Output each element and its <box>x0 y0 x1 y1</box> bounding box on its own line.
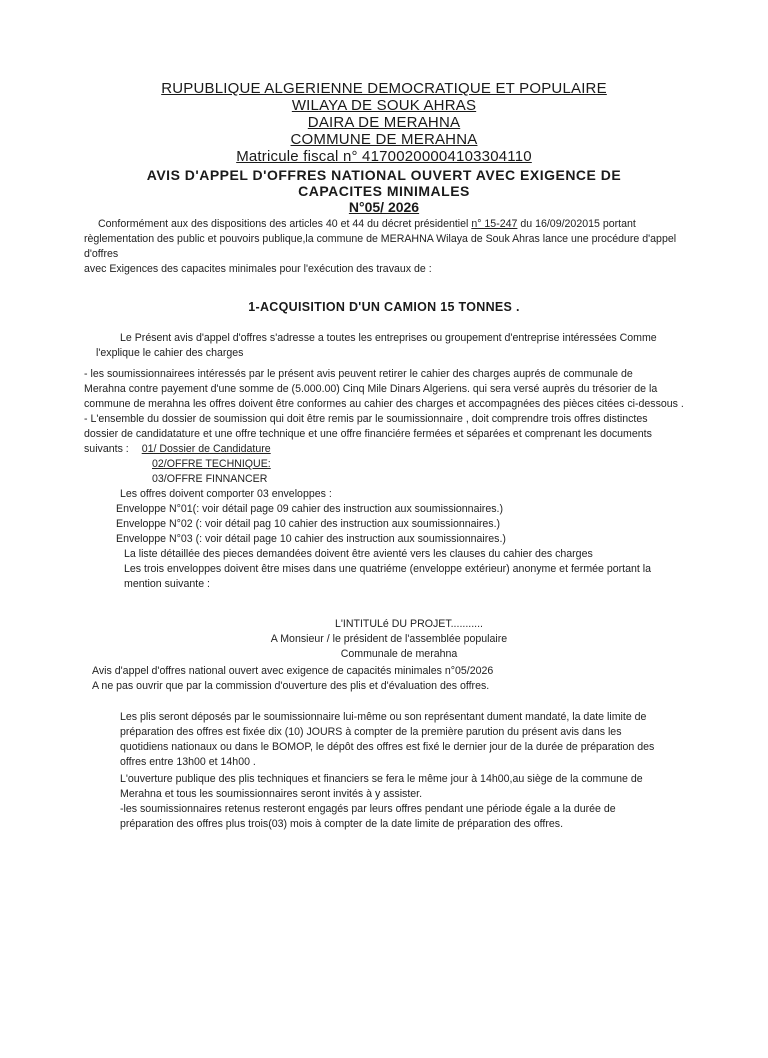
deposit-line-1: Les plis seront déposés par le soumissionnaire lui-même ou son représentant dument mandaté, la date limite de <box>120 711 647 723</box>
intro-lines <box>84 232 704 277</box>
header-commune: COMMUNE DE MERAHNA <box>290 131 478 148</box>
envelope-2: Enveloppe N°02 (: voir détail pag 10 cahier des instruction aux soumissionnaires.) <box>116 518 501 530</box>
intro-line-2: règlementation des public et pouvoirs publique,la commune de MERAHNA Wilaya de Souk Ahras lance une procédure d'appel d'offres <box>84 233 677 260</box>
intro-line-3: avec Exigences des capacites minimales pour l'exécution des travaux de : <box>84 263 432 275</box>
envelope-label <box>0 617 768 662</box>
envelope-1: Enveloppe N°01(: voir détail page 09 cahier des instruction aux soumissionnaires.) <box>116 503 503 515</box>
header-daira: DAIRA DE MERAHNA <box>307 114 461 131</box>
p3-line-2: dossier de candidatature et une offre technique et une offre financiére fermées et séparées et comprenant les documents <box>84 428 652 440</box>
documents-list-note: La liste détaillée des pieces demandées doivent être avienté vers les clauses du cahier des charges <box>124 548 593 560</box>
no-open-mention: A ne pas ouvrir que par la commission d'ouverture des plis et d'évaluation des offres. <box>92 680 490 692</box>
p2-line-2: Merahna contre payement d'une somme de (5.000.00) Cinq Mile Dinars Algeriens. qui sera versé auprès du trésorier de la <box>84 383 658 395</box>
intro-line-1c: du 16/09/202015 portant <box>517 218 636 230</box>
deposit-line-2: préparation des offres est fixée dix (10) JOURS à compter de la première parution du présent avis dans les <box>120 726 622 738</box>
notice-number: N°05/ 2026 <box>348 199 420 215</box>
p3-line-3 <box>84 442 704 457</box>
p2-line-3: commune de merahna les offres doivent être conformes au cahier des charges et accompagnées des pièces citées ci-dessous . <box>84 398 684 410</box>
p1-line-2: l'explique le cahier des charges <box>96 347 244 359</box>
p3-line-1: - L'ensemble du dossier de soumission qui doit être remis par le soumissionnaire , doit comprendre trois offres distinctes <box>84 413 648 425</box>
opening-line-2: Merahna et tous les soumissionnaires seront invités à y assister. <box>120 788 423 800</box>
envelopes-note-2: mention suivante : <box>124 578 210 590</box>
project-title: 1-ACQUISITION D'UN CAMION 15 TONNES . <box>248 300 520 314</box>
header-wilaya: WILAYA DE SOUK AHRAS <box>291 97 477 114</box>
deposit-line-3: quotidiens nationaux ou dans le BOMOP, le dépôt des offres est fixé le dernier jour de la durée de préparation des <box>120 741 655 753</box>
title-line-1: AVIS D'APPEL D'OFFRES NATIONAL OUVERT AVEC EXIGENCE DE <box>146 167 622 183</box>
title-line-2: CAPACITES MINIMALES <box>298 183 470 199</box>
envelopes-note-1: Les trois enveloppes doivent être mises dans une quatriéme (enveloppe extérieur) anonyme et fermée portant la <box>124 563 652 575</box>
envelope-3: Enveloppe N°03 (: voir détail page 10 cahier des instruction aux soumissionnaires.) <box>116 533 506 545</box>
p1-line-1: Le Présent avis d'appel d'offres s'adresse a toutes les entreprises ou groupement d'entreprise intéressées Comme <box>120 332 657 344</box>
opening-line-1: L'ouverture publique des plis techniques et financiers se fera le même jour à 14h00,au siège de la commune de <box>120 773 643 785</box>
intro-paragraph <box>98 217 698 232</box>
envelopes-intro: Les offres doivent comporter 03 enveloppes : <box>120 488 332 500</box>
p2-line-1: - les soumissionnairees intéressés par le présent avis peuvent retirer le cahier des charges auprés de communale de <box>84 368 633 380</box>
header-republic: RUPUBLIQUE ALGERIENNE DEMOCRATIQUE ET POPULAIRE <box>161 80 607 97</box>
header-matricule: Matricule fiscal n° 41700200004103304110 <box>236 148 532 165</box>
avis-mention: Avis d'appel d'offres national ouvert avec exigence de capacités minimales n°05/2026 <box>92 665 494 677</box>
deposit-section <box>120 710 720 832</box>
doc-item-1: 01/ Dossier de Candidature <box>141 443 271 455</box>
doc-item-3: 03/OFFRE FINNANCER <box>152 473 268 485</box>
envelope-mention <box>92 664 712 694</box>
document-header <box>0 80 768 165</box>
intro-line-1a: Conformément aux des dispositions des articles 40 et 44 du décret présidentiel <box>98 218 472 230</box>
section-body <box>84 331 704 592</box>
commitment-line-1: -les soumissionnaires retenus resteront engagés par leurs offres pendant une période égale a la durée de <box>120 803 616 815</box>
project-intitule: L'INTITULé DU PROJET........... <box>334 618 483 630</box>
addressee-commune: Communale de merahna <box>340 648 458 660</box>
doc-item-2: 02/OFFRE TECHNIQUE: <box>152 458 271 470</box>
documents-label: suivants : <box>84 443 129 455</box>
intro-line-1 <box>98 217 698 232</box>
notice-title <box>0 167 768 215</box>
commitment-line-2: préparation des offres plus trois(03) mois à compter de la date limite de préparation des offres. <box>120 818 564 830</box>
deposit-line-4: offres entre 13h00 et 14h00 . <box>120 756 256 768</box>
decree-number: n° 15-247 <box>471 218 518 230</box>
addressee: A Monsieur / le président de l'assemblée populaire <box>270 633 508 645</box>
